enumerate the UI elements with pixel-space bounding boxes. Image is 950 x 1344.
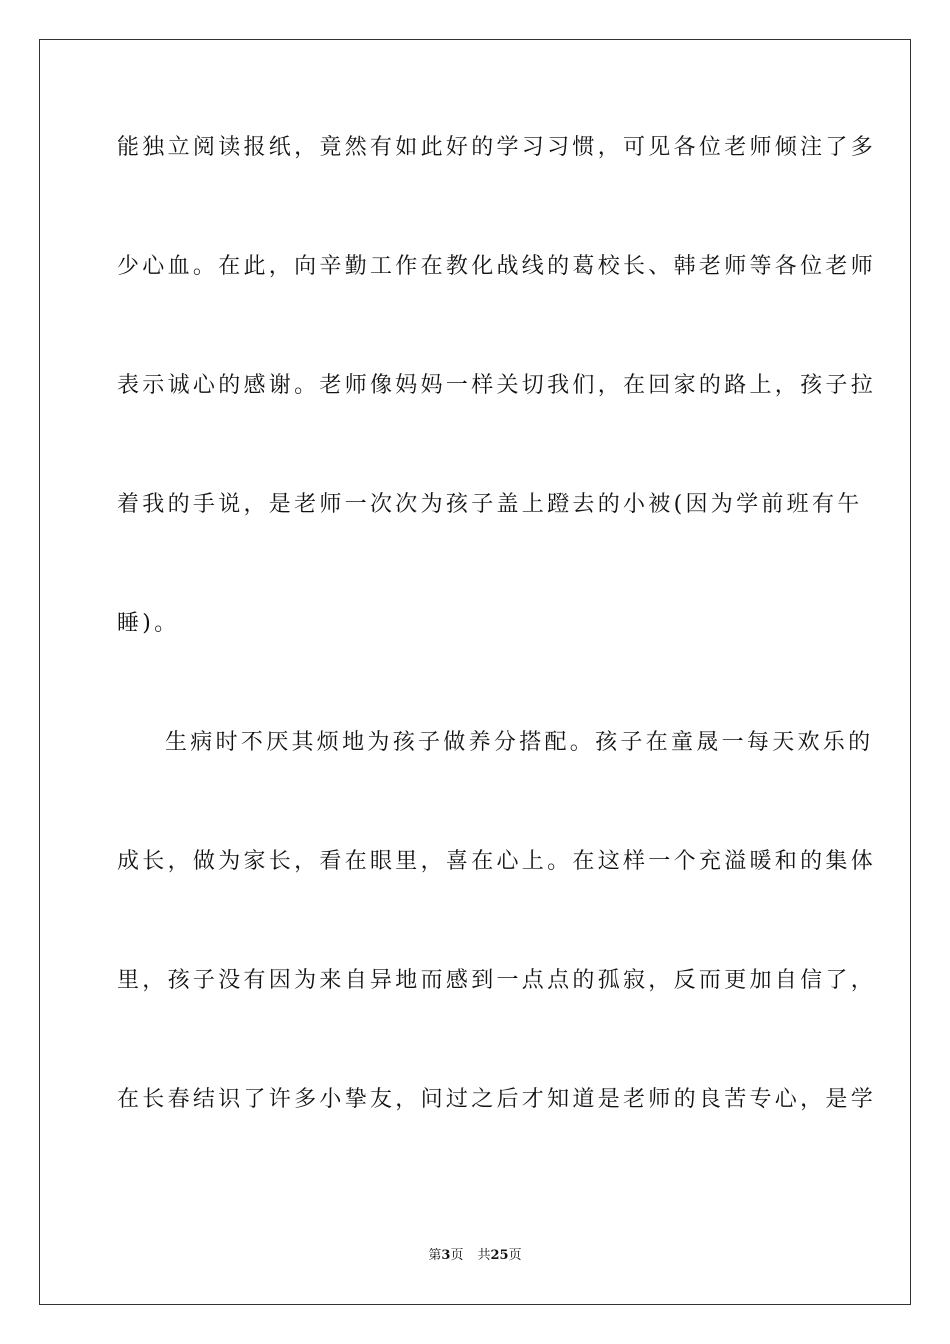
- total-pages: 25: [490, 1248, 509, 1263]
- page-footer: [0, 1247, 950, 1265]
- page-number: 3: [441, 1248, 451, 1263]
- document-body: [117, 128, 877, 1199]
- text-line: 在长春结识了许多小挚友，问过之后才知道是老师的良苦专心，是学: [117, 1087, 877, 1112]
- text-line: 成长，做为家长，看在眼里，喜在心上。在这样一个充溢暖和的集体: [117, 849, 877, 874]
- text-line: 着我的手说，是老师一次次为孩子盖上蹬去的小被(因为学前班有午: [117, 492, 863, 517]
- text-line: 睡)。: [117, 611, 180, 636]
- page-suffix: 页: [450, 1248, 464, 1263]
- total-suffix: 页: [508, 1248, 522, 1263]
- page-prefix: 第: [428, 1248, 442, 1263]
- text-line: 表示诚心的感谢。老师像妈妈一样关切我们，在回家的路上，孩子拉: [117, 373, 877, 398]
- paragraph-first-line: 生病时不厌其烦地为孩子做养分搭配。孩子在童晟一每天欢乐的: [165, 730, 874, 755]
- text-line: 里，孩子没有因为来自异地而感到一点点的孤寂，反而更加自信了，: [117, 968, 877, 993]
- text-line: 少心血。在此，向辛勤工作在教化战线的葛校长、韩老师等各位老师: [117, 254, 877, 279]
- total-prefix: 共: [477, 1248, 491, 1263]
- text-line: 能独立阅读报纸，竟然有如此好的学习习惯，可见各位老师倾注了多: [117, 135, 877, 160]
